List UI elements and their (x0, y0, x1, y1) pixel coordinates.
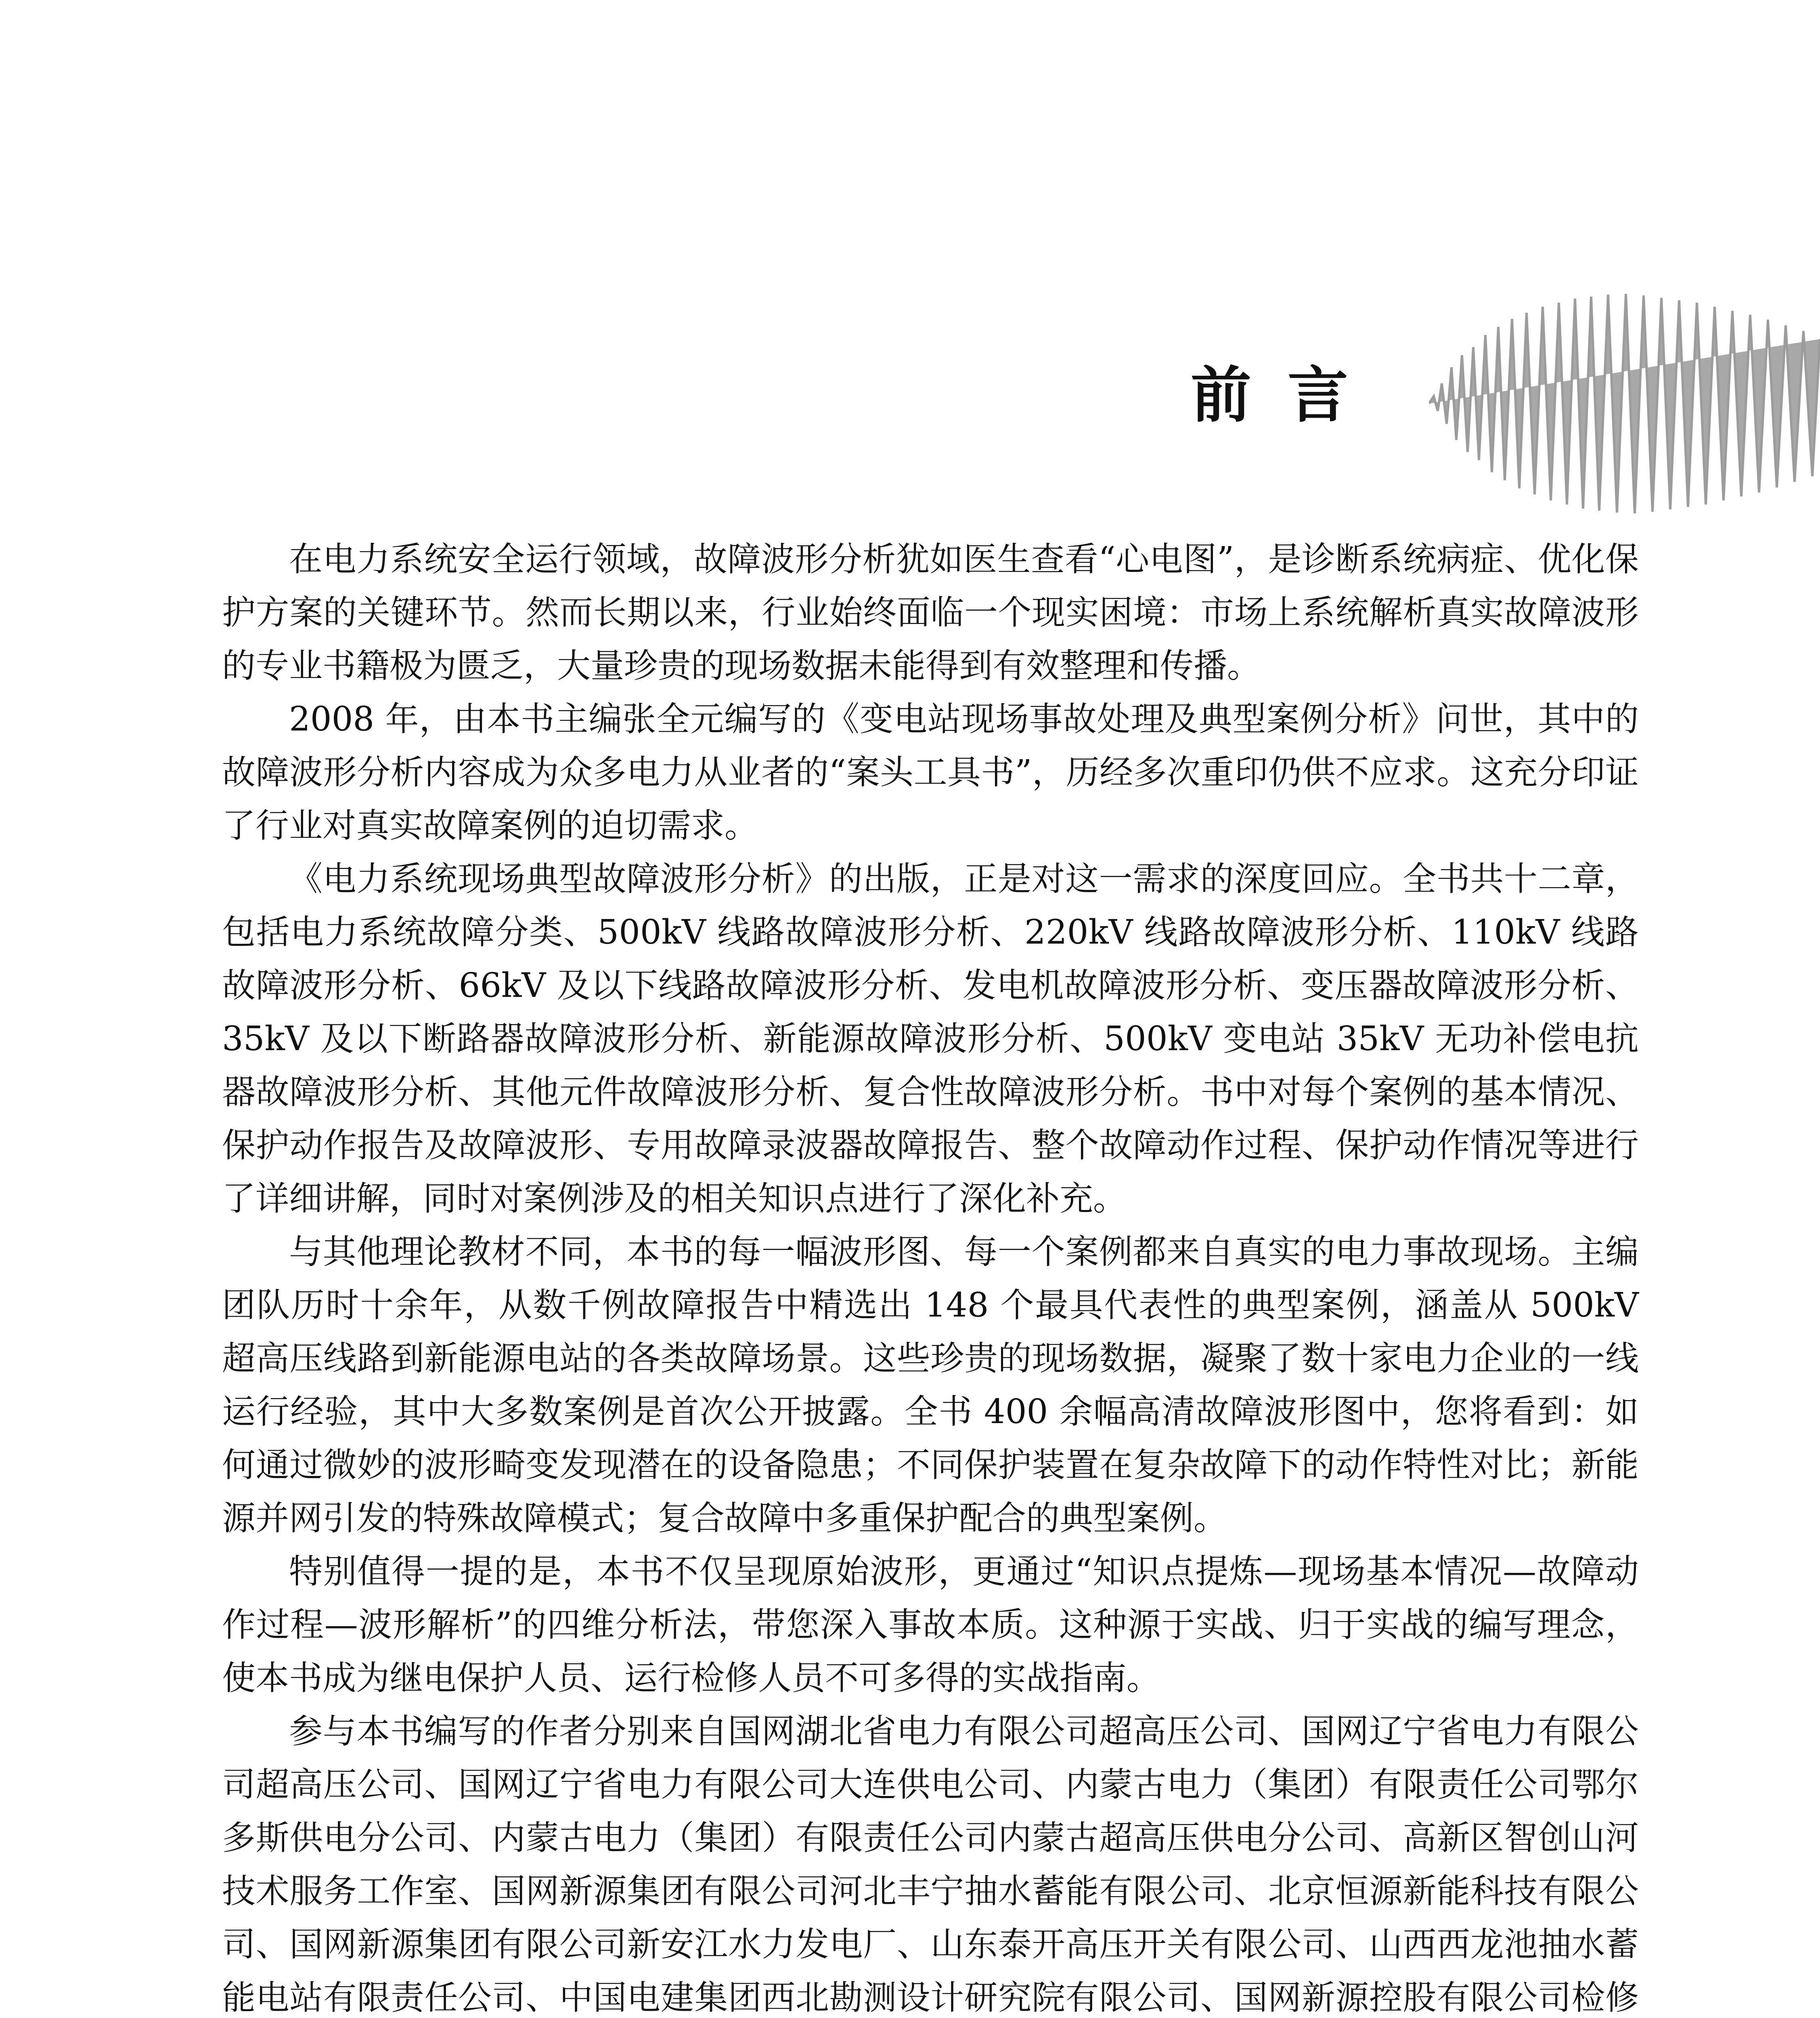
paragraph-3: 《电力系统现场典型故障波形分析》的出版，正是对这一需求的深度回应。全书共十二章，包括电力系统故障分类、500kV 线路故障波形分析、220kV 线路故障波形分析、110kV 线路故障波形分析、66kV 及以下线路故障波形分析、发电机故障波形分析、变压器故障波形分析、35kV 及以下断路器故障波形分析、新能源故障波形分析、500kV 变电站 35kV 无功补偿电抗器故障波形分析、其他元件故障波形分析、复合性故障波形分析。书中对每个案例的基本情况、保护动作报告及故障波形、专用故障录波器故障报告、整个故障动作过程、保护动作情况等进行了详细讲解，同时对案例涉及的相关知识点进行了深化补充。 (222, 859, 1639, 1218)
paragraph-2: 2008 年，由本书主编张全元编写的《变电站现场事故处理及典型案例分析》问世，其中的故障波形分析内容成为众多电力从业者的“案头工具书”，历经多次重印仍供不应求。这充分印证了行业对真实故障案例的迫切需求。 (222, 699, 1639, 845)
paragraph-6: 参与本书编写的作者分别来自国网湖北省电力有限公司超高压公司、国网辽宁省电力有限公司超高压公司、国网辽宁省电力有限公司大连供电公司、内蒙古电力（集团）有限责任公司鄂尔多斯供电分公司、内蒙古电力（集团）有限责任公司内蒙古超高压供电分公司、高新区智创山河技术服务工作室、国网新源集团有限公司河北丰宁抽水蓄能有限公司、北京恒源新能科技有限公司、国网新源集团有限公司新安江水力发电厂、山东泰开高压开关有限公司、山西西龙池抽水蓄能电站有限责任公司、中国电建集团西北勘测设计研究院有限公司、国网新源控股有限公司检修 (222, 1712, 1639, 2017)
paragraph-5: 特别值得一提的是，本书不仅呈现原始波形，更通过“知识点提炼—现场基本情况—故障动作过程—波形解析”的四维分析法，带您深入事故本质。这种源于实战、归于实战的编写理念，使本书成为继电保护人员、运行检修人员不可多得的实战指南。 (222, 1552, 1639, 1698)
waveform-line (1429, 294, 1820, 513)
preface-body (222, 533, 1639, 2018)
page-title: 前言 (1191, 360, 1385, 431)
heading-block (1191, 355, 1417, 436)
paragraph-4: 与其他理论教材不同，本书的每一幅波形图、每一个案例都来自真实的电力事故现场。主编团队历时十余年，从数千例故障报告中精选出 148 个最具代表性的典型案例，涵盖从 500kV 超高压线路到新能源电站的各类故障场景。这些珍贵的现场数据，凝聚了数十家电力企业的一线运行经验，其中大多数案例是首次公开披露。全书 400 余幅高清故障波形图中，您将看到：如何通过微妙的波形畸变发现潜在的设备隐患；不同保护装置在复杂故障下的动作特性对比；新能源并网引发的特殊故障模式；复合故障中多重保护配合的典型案例。 (222, 1232, 1639, 1538)
paragraph-1: 在电力系统安全运行领域，故障波形分析犹如医生查看“心电图”，是诊断系统病症、优化保护方案的关键环节。然而长期以来，行业始终面临一个现实困境：市场上系统解析真实故障波形的专业书籍极为匮乏，大量珍贵的现场数据未能得到有效整理和传播。 (222, 540, 1639, 685)
waveform-decoration-icon (1429, 291, 1820, 517)
